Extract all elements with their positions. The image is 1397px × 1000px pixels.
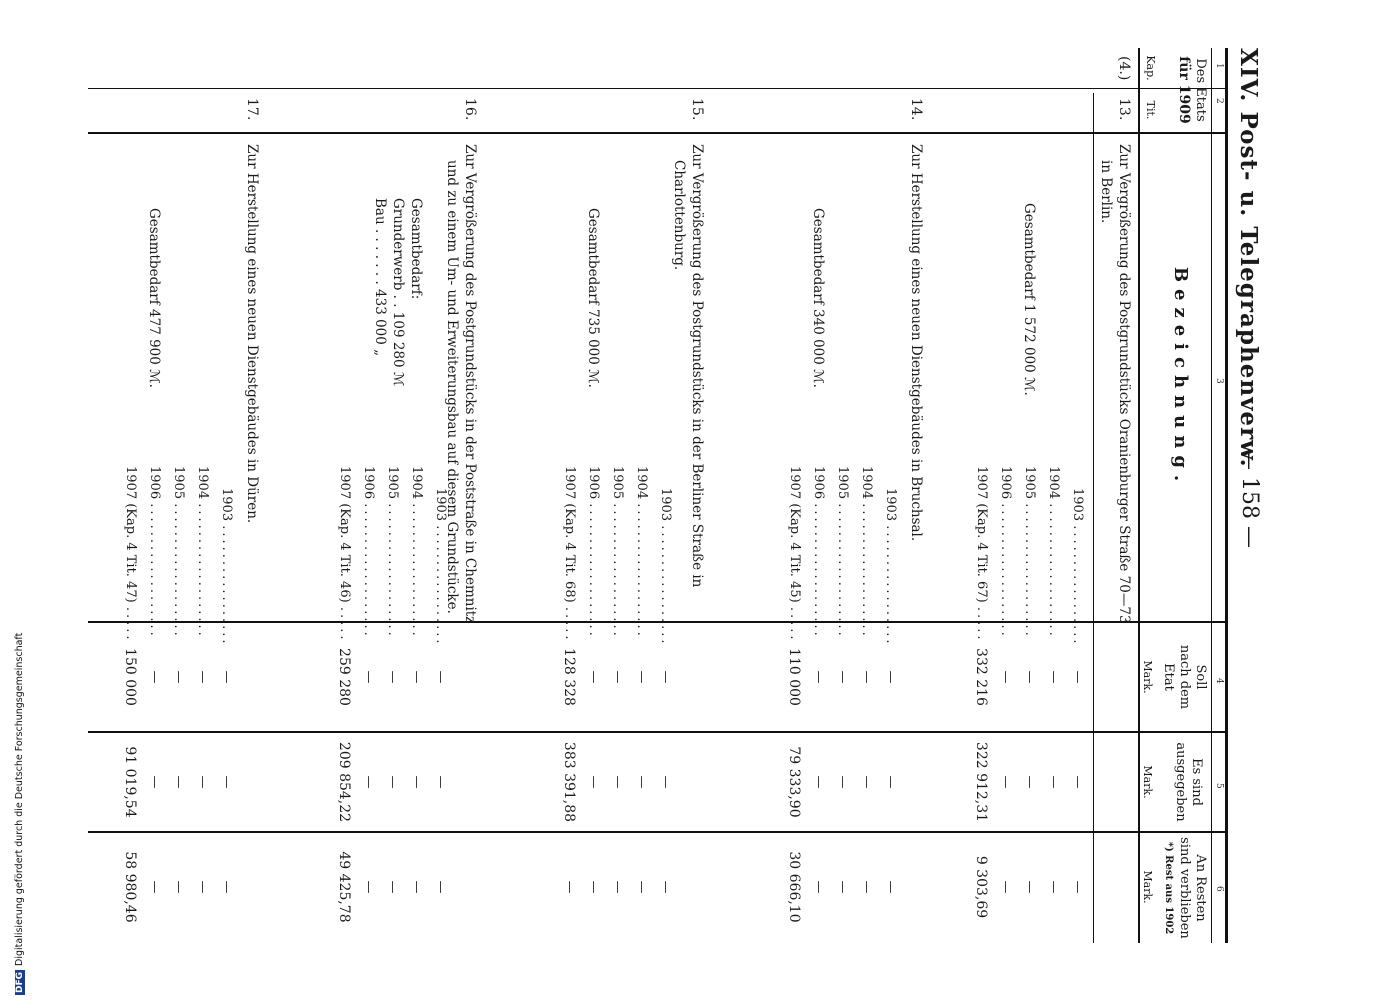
year-line: 1904 ................... xyxy=(409,466,424,639)
ausgegeben-value: — xyxy=(859,775,874,789)
year-line: 1906 ................... xyxy=(998,466,1013,639)
soll-header: Soll nach dem Etat xyxy=(1161,644,1208,710)
gesamtbedarf: Gesamtbedarf 340 000 ℳ. xyxy=(810,208,826,388)
entry-line: Zur Vergrößerung des Postgrundstücks in der Poststraße in Chemnitz xyxy=(462,144,478,624)
soll-value: — xyxy=(883,670,898,684)
document-page xyxy=(85,48,1270,943)
gesamtbedarf: Gesamtbedarf 735 000 ℳ. xyxy=(585,208,601,388)
ausgegeben-value: 383 391,88 xyxy=(561,741,577,823)
soll-value: — xyxy=(385,670,400,684)
soll-value: — xyxy=(1070,670,1085,684)
rest-value: 58 980,46 xyxy=(122,851,138,923)
year-line: 1904 ................... xyxy=(1046,466,1061,639)
entry-line: Zur Vergrößerung des Postgrundstücks in der Berliner Straße in xyxy=(689,144,705,588)
ausgegeben-value: — xyxy=(835,775,850,789)
ausgegeben-value: — xyxy=(195,775,210,789)
colnum-4: 4 xyxy=(1214,678,1224,684)
rest-value: 9 303,69 xyxy=(973,855,989,919)
page-number: — 158 — xyxy=(1237,448,1262,548)
entry-line: und zu einem Um- und Erweiterungsbau auf diesem Grundstücke. xyxy=(444,160,460,614)
soll-value: — xyxy=(586,670,601,684)
rest-value: — xyxy=(361,880,376,894)
colnum-5: 5 xyxy=(1214,783,1224,789)
ausgegeben-value: — xyxy=(1046,775,1061,789)
colnum-3: 3 xyxy=(1214,378,1224,384)
header-bottom-rule xyxy=(1093,93,1094,943)
year-line: 1903 ................. xyxy=(883,488,898,647)
soll-value: 110 000 xyxy=(786,648,802,706)
rest-value: — xyxy=(835,880,850,894)
gesamtbedarf-bau: Bau . . . . . . . 433 000 „ xyxy=(372,198,388,357)
year-line: 1907 (Kap. 4 Tit. 45) ..... xyxy=(787,466,802,643)
ausgegeben-value: — xyxy=(409,775,424,789)
rest-value: — xyxy=(1046,880,1061,894)
colnum-6: 6 xyxy=(1214,886,1224,892)
resten-header: An Resten sind verblieben *) Rest aus 1902 xyxy=(1163,837,1208,939)
colnum-1: 1 xyxy=(1214,63,1224,69)
soll-value: — xyxy=(147,670,162,684)
ausgegeben-unit: Mark. xyxy=(1141,765,1154,799)
col-rule-1 xyxy=(88,88,1228,89)
ausgegeben-value: — xyxy=(811,775,826,789)
rest-value: 30 666,10 xyxy=(786,851,802,923)
year-line: 1904 ................... xyxy=(195,466,210,639)
year-line: 1904 ................... xyxy=(634,466,649,639)
soll-value: 128 328 xyxy=(561,648,577,706)
entry-line: Charlottenburg. xyxy=(671,160,687,271)
soll-value: — xyxy=(171,670,186,684)
rest-value: — xyxy=(610,880,625,894)
soll-value: — xyxy=(610,670,625,684)
year-line: 1906 ................... xyxy=(811,466,826,639)
ausgegeben-value: 79 333,90 xyxy=(786,746,802,818)
gesamtbedarf: Gesamtbedarf 1 572 000 ℳ. xyxy=(1021,203,1037,396)
ausgegeben-value: — xyxy=(433,775,448,789)
ausgegeben-value: — xyxy=(634,775,649,789)
tit-number: 13. xyxy=(1116,98,1132,121)
rest-value: — xyxy=(195,880,210,894)
rest-value: — xyxy=(433,880,448,894)
year-line: 1903 ................. xyxy=(433,488,448,647)
soll-value: — xyxy=(998,670,1013,684)
soll-value: — xyxy=(658,670,673,684)
rest-value: — xyxy=(385,880,400,894)
credit-text: Digitalisierung gefördert durch die Deutsche Forschungsgemeinschaft xyxy=(14,632,25,966)
colnum-2: 2 xyxy=(1214,98,1224,104)
year-line: 1906 ................... xyxy=(361,466,376,639)
ausgegeben-value: — xyxy=(171,775,186,789)
header-rule xyxy=(1138,48,1140,943)
year-line: 1907 (Kap. 4 Tit. 67) ..... xyxy=(974,466,989,643)
dfg-logo: DFG xyxy=(15,971,25,993)
rest-value: — xyxy=(171,880,186,894)
ausgegeben-value: 209 854,22 xyxy=(336,741,352,823)
rest-value: — xyxy=(562,880,577,894)
bezeichnung-header: Bezeichnung. xyxy=(1170,266,1191,489)
year-line: 1907 (Kap. 4 Tit. 47) ..... xyxy=(123,466,138,643)
ausgegeben-value: — xyxy=(147,775,162,789)
rest-value: — xyxy=(859,880,874,894)
ausgegeben-value: — xyxy=(610,775,625,789)
soll-value: — xyxy=(433,670,448,684)
gesamtbedarf: Gesamtbedarf 477 900 ℳ. xyxy=(146,208,162,388)
top-rule xyxy=(1225,48,1228,943)
ausgegeben-value: — xyxy=(586,775,601,789)
col-rule-2 xyxy=(88,132,1228,134)
page-title: XIV. Post- u. Telegraphenverw. xyxy=(1235,48,1262,468)
rest-value: — xyxy=(998,880,1013,894)
entry-line: in Berlin. xyxy=(1098,160,1114,224)
rest-value: — xyxy=(219,880,234,894)
colnum-rule xyxy=(1211,48,1212,943)
rest-value: — xyxy=(409,880,424,894)
ausgegeben-value: 322 912,31 xyxy=(973,741,989,823)
gesamtbedarf: Gesamtbedarf: xyxy=(408,198,424,300)
tit-number: 15. xyxy=(689,98,705,121)
year-line: 1907 (Kap. 4 Tit. 46) ..... xyxy=(337,466,352,643)
rest-value: — xyxy=(658,880,673,894)
gesamtbedarf-grunderwerb: Grunderwerb . . 109 280 ℳ xyxy=(390,198,406,387)
rest-value: — xyxy=(586,880,601,894)
soll-value: — xyxy=(1022,670,1037,684)
year-line: 1905 ................... xyxy=(171,466,186,639)
soll-value: 259 280 xyxy=(336,648,352,706)
soll-value: — xyxy=(195,670,210,684)
soll-value: 332 216 xyxy=(973,648,989,706)
year-line: 1903 ................. xyxy=(219,488,234,647)
ausgegeben-value: — xyxy=(1070,775,1085,789)
rest-value: — xyxy=(147,880,162,894)
rest-value: — xyxy=(634,880,649,894)
kap-header: Kap. xyxy=(1144,55,1157,81)
soll-value: — xyxy=(219,670,234,684)
year-line: 1905 ................... xyxy=(610,466,625,639)
rest-value: — xyxy=(811,880,826,894)
ausgegeben-value: — xyxy=(1022,775,1037,789)
tit-number: 17. xyxy=(244,98,260,121)
year-line: 1907 (Kap. 4 Tit. 68) ..... xyxy=(562,466,577,643)
year-line: 1906 ................... xyxy=(586,466,601,639)
rest-value: — xyxy=(1022,880,1037,894)
year-line: 1905 ................... xyxy=(385,466,400,639)
ausgegeben-value: — xyxy=(658,775,673,789)
soll-value: — xyxy=(1046,670,1061,684)
entry-line: Zur Herstellung eines neuen Dienstgebäudes in Bruchsal. xyxy=(908,144,924,542)
ausgegeben-value: — xyxy=(361,775,376,789)
rest-value: — xyxy=(883,880,898,894)
ausgegeben-value: — xyxy=(883,775,898,789)
entry-line: Zur Vergrößerung des Postgrundstücks Oranienburger Straße 70—73 xyxy=(1116,144,1132,624)
ausgegeben-value: 91 019,54 xyxy=(122,746,138,818)
year-line: 1903 ................. xyxy=(658,488,673,647)
soll-value: 150 000 xyxy=(122,648,138,706)
tit-number: 16. xyxy=(462,98,478,121)
tit-header: Tit. xyxy=(1144,100,1157,120)
year-line: 1904 ................... xyxy=(859,466,874,639)
soll-value: — xyxy=(835,670,850,684)
ausgegeben-value: — xyxy=(219,775,234,789)
soll-value: — xyxy=(859,670,874,684)
resten-unit: Mark. xyxy=(1141,870,1154,904)
year-line: 1906 ................... xyxy=(147,466,162,639)
soll-unit: Mark. xyxy=(1141,660,1154,694)
entry-line: Zur Herstellung eines neuen Dienstgebäudes in Düren. xyxy=(244,144,260,524)
soll-value: — xyxy=(811,670,826,684)
year-line: 1905 ................... xyxy=(835,466,850,639)
ausgegeben-value: — xyxy=(385,775,400,789)
ausgegeben-header: Es sind ausgegeben xyxy=(1173,742,1204,822)
tit-number: 14. xyxy=(908,98,924,121)
kap-number: (4.) xyxy=(1116,56,1132,81)
year-line: 1905 ................... xyxy=(1022,466,1037,639)
soll-value: — xyxy=(634,670,649,684)
ausgegeben-value: — xyxy=(998,775,1013,789)
year-line: 1903 ................. xyxy=(1070,488,1085,647)
rest-value: 49 425,78 xyxy=(336,851,352,923)
soll-value: — xyxy=(409,670,424,684)
rest-value: — xyxy=(1070,880,1085,894)
etat-header: Des Etats für 1909 xyxy=(1176,56,1208,124)
digitization-credit xyxy=(0,0,25,1000)
soll-value: — xyxy=(361,670,376,684)
